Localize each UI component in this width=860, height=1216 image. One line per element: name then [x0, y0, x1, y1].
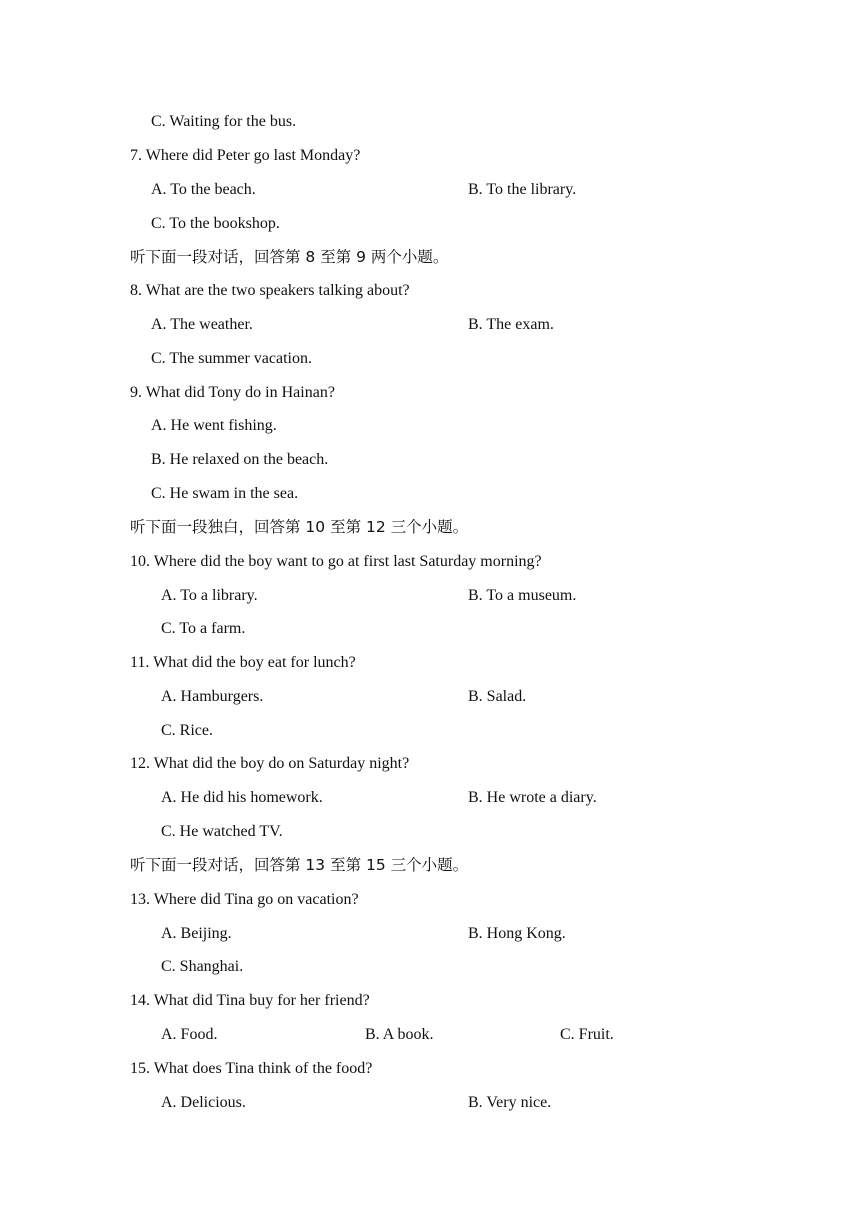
q14-option-c: C. Fruit.	[560, 1026, 614, 1043]
q7-option-a: A. To the beach.	[151, 181, 256, 198]
question-13: 13. Where did Tina go on vacation?	[130, 891, 359, 908]
q12-option-a: A. He did his homework.	[161, 789, 323, 806]
q14-option-a: A. Food.	[161, 1026, 218, 1043]
question-9: 9. What did Tony do in Hainan?	[130, 384, 335, 401]
q10-option-a: A. To a library.	[161, 587, 258, 604]
q10-option-b: B. To a museum.	[468, 587, 577, 604]
q8-option-a: A. The weather.	[151, 316, 253, 333]
question-7: 7. Where did Peter go last Monday?	[130, 147, 361, 164]
q14-option-b: B. A book.	[365, 1026, 434, 1043]
question-10: 10. Where did the boy want to go at first last Saturday morning?	[130, 553, 542, 570]
section-instruction-10-12: 听下面一段独白，回答第 10 至第 12 三个小题。	[130, 518, 469, 536]
q13-option-a: A. Beijing.	[161, 925, 232, 942]
q8-option-c: C. The summer vacation.	[151, 350, 312, 367]
question-8: 8. What are the two speakers talking about?	[130, 282, 410, 299]
q7-option-b: B. To the library.	[468, 181, 577, 198]
section-instruction-8-9: 听下面一段对话，回答第 8 至第 9 两个小题。	[130, 248, 449, 266]
q13-option-c: C. Shanghai.	[161, 958, 244, 975]
q9-option-a: A. He went fishing.	[151, 417, 277, 434]
q11-option-c: C. Rice.	[161, 722, 213, 739]
q13-option-b: B. Hong Kong.	[468, 925, 566, 942]
question-12: 12. What did the boy do on Saturday night?	[130, 755, 410, 772]
q8-option-b: B. The exam.	[468, 316, 554, 333]
q6-option-c: C. Waiting for the bus.	[151, 113, 297, 130]
q15-option-b: B. Very nice.	[468, 1094, 552, 1111]
section-instruction-13-15: 听下面一段对话，回答第 13 至第 15 三个小题。	[130, 856, 469, 874]
q12-option-b: B. He wrote a diary.	[468, 789, 597, 806]
question-15: 15. What does Tina think of the food?	[130, 1060, 373, 1077]
q9-option-c: C. He swam in the sea.	[151, 485, 299, 502]
q10-option-c: C. To a farm.	[161, 620, 246, 637]
q9-option-b: B. He relaxed on the beach.	[151, 451, 329, 468]
q7-option-c: C. To the bookshop.	[151, 215, 280, 232]
question-11: 11. What did the boy eat for lunch?	[130, 654, 356, 671]
q12-option-c: C. He watched TV.	[161, 823, 283, 840]
question-14: 14. What did Tina buy for her friend?	[130, 992, 370, 1009]
q11-option-a: A. Hamburgers.	[161, 688, 264, 705]
q11-option-b: B. Salad.	[468, 688, 527, 705]
q15-option-a: A. Delicious.	[161, 1094, 246, 1111]
